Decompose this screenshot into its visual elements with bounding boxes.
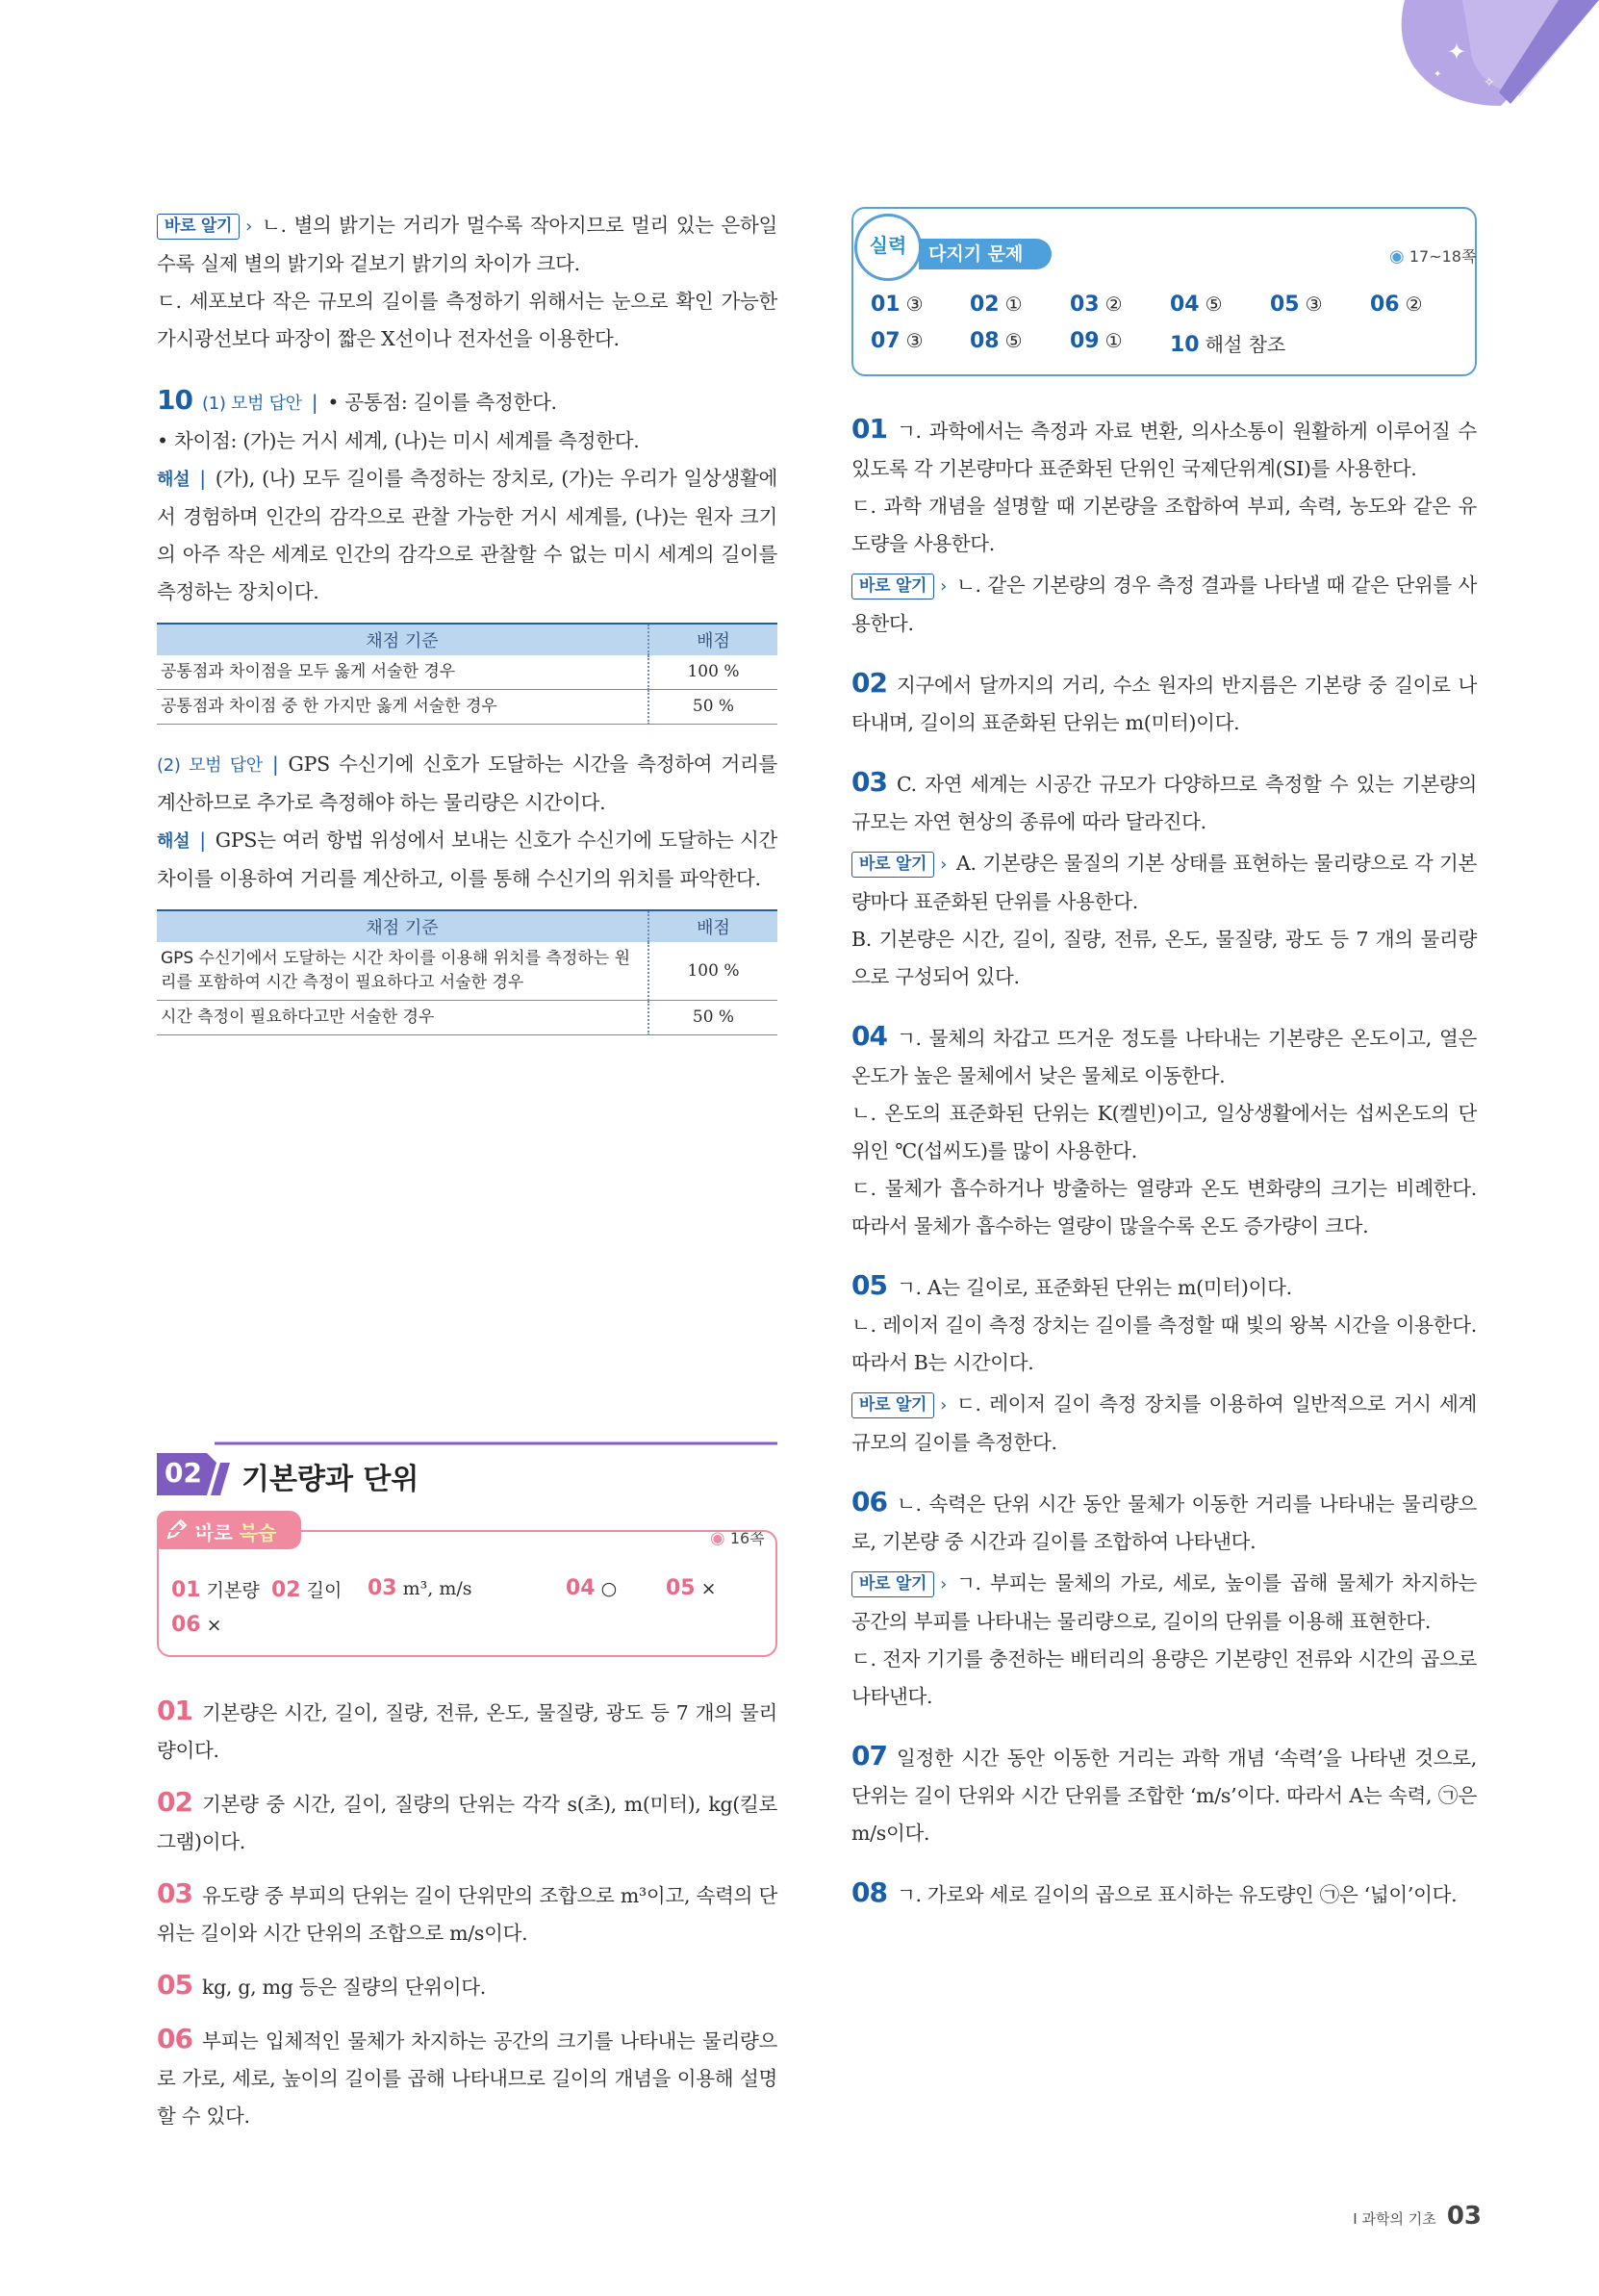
answer-item: 07 ③ <box>871 329 924 353</box>
question-number: 10 <box>157 384 192 416</box>
label: (2) 모범 답안 <box>157 755 263 776</box>
answer-item: 09 ① <box>1070 329 1123 353</box>
question-07: 07 일정한 시간 동안 이동한 거리는 과학 개념 ‘속력’을 나타낸 것으로, 단위는 길이 단위와 시간 단위를 조합한 ‘m/s’이다. 따라서 A는 속력, ㉠은 m/s이다. <box>851 1740 1477 1845</box>
circle-icon: ◉ <box>710 1528 725 1548</box>
right-explanations <box>851 410 1477 1935</box>
chevron-right-icon: › <box>940 1395 948 1416</box>
table-cell: 공통점과 차이점을 모두 옳게 서술한 경우 <box>157 655 648 690</box>
chapter-label: Ⅰ 과학의 기초 <box>1353 2210 1436 2228</box>
question-08: 08 ㄱ. 가로와 세로 길이의 곱으로 표시하는 유도량인 ㉠은 ‘넓이’이다. <box>851 1876 1458 1908</box>
table-cell: 시간 측정이 필요하다고만 서술한 경우 <box>157 1001 648 1035</box>
section-title: 기본량과 단위 <box>241 1463 419 1496</box>
table-cell: 100 % <box>648 655 777 690</box>
section-badge: 02 <box>165 1457 202 1489</box>
text: ㄷ. 세포보다 작은 규모의 길이를 측정하기 위해서는 눈으로 확인 가능한 가시광선보다 파장이 짧은 X선이나 전자선을 이용한다. <box>157 290 777 350</box>
answer-item: 02 ① <box>970 293 1023 317</box>
review-item: 05 × <box>666 1576 717 1600</box>
svg-text:✦: ✦ <box>1447 38 1467 65</box>
svg-text:✧: ✧ <box>1484 75 1495 90</box>
chevron-right-icon: › <box>940 855 948 875</box>
review-item: 06 × <box>171 1613 222 1637</box>
answer-item: 10 해설 참조 <box>1170 333 1286 357</box>
explanation-item: 03 유도량 중 부피의 단위는 길이 단위만의 조합으로 m³이고, 속력의 단위는 길이와 시간 단위의 조합으로 m/s이다. <box>157 1877 777 1945</box>
review-title-a: 바로 <box>195 1521 233 1544</box>
table-cell: 50 % <box>648 1001 777 1035</box>
review-item: 03 m³, m/s <box>368 1576 472 1600</box>
text: GPS는 여러 항법 위성에서 보내는 신호가 수신기에 도달하는 시간 차이를 이용하여 거리를 계산하고, 이를 통해 수신기의 위치를 파악한다. <box>157 829 777 890</box>
question-04: 04 ㄱ. 물체의 차갑고 뜨거운 정도를 나타내는 기본량은 온도이고, 열은 온도가 높은 물체에서 낮은 물체로 이동한다. ㄴ. 온도의 표준화된 단위는 K(켈빈)이고, 일상생활에서는 섭씨온도의 단위인 ℃(섭씨도)를 많이 사용한다. ㄷ. 물체가 흡수하거나 방출하는 열량과 온도 변화량의 크기는 비례한다. 따라서 물체가 흡수하는 열량이 많을수록 온도 증가량이 크다. <box>851 1020 1477 1237</box>
question-10: 10 (1) 모범 답안 | • 공통점: 길이를 측정한다. • 차이점: (가)는 거시 세계, (나)는 미시 세계를 측정한다. 해설 | (가), (나) 모두 길이를 측정하는 장치로, (가)는 우리가 일상생활에서 경험하며 인간의 감각으로 관찰 가능한 거시 세계를, (나)는 원자 크기의 아주 작은 세계로 인간의 감각으로 관찰할 수 없는 미시 세계의 길이를 측정하는 장치이다. 채점 기준 배점 공통점과 차이점을 모두 옳게 서술한 경우 100 % 공통점과 차이점 중 한 가지만 옳게 서술한 경우 50 % (2) 모범 답안 | GPS 수신기에 신호가 도달하는 시간을 측정하여 거리를 계산하므로 추가로 측정해야 하는 물리량은 시간이다. 해설 | GPS는 여러 항법 위성에서 보내는 신호가 수신기에 도달하는 시간 차이를 이용하여 거리를 계산하고, 이를 통해 수신기의 위치를 파악한다. 채점 기준 배점 GPS 수신기에서 도달하는 시간 차이를 이용해 위치를 측정하는 원리를 포함하여 시간 측정이 필요하다고 서술한 경우 100 % 시간 측정이 필요하다고만 서술한 경우 50 % <box>157 381 777 1035</box>
answer-item: 05 ③ <box>1270 293 1323 317</box>
label: (1) 모범 답안 <box>201 394 302 414</box>
section-header <box>157 1441 777 1499</box>
review-item: 02 길이 <box>271 1578 343 1602</box>
table-header: 채점 기준 <box>157 910 648 942</box>
table-row <box>157 690 777 725</box>
question-02: 02 지구에서 달까지의 거리, 수소 원자의 반지름은 기본량 중 길이로 나타내며, 길이의 표준화된 단위는 m(미터)이다. <box>851 667 1477 734</box>
table-cell: 공통점과 차이점 중 한 가지만 옳게 서술한 경우 <box>157 690 648 725</box>
chevron-right-icon: › <box>940 1574 948 1594</box>
answer-item: 01 ③ <box>871 293 924 317</box>
table-header: 배점 <box>648 624 777 655</box>
practice-box <box>851 207 1477 376</box>
table-cell: 50 % <box>648 690 777 725</box>
scoring-table-1 <box>157 623 777 725</box>
text: • 차이점: (가)는 거시 세계, (나)는 미시 세계를 측정한다. <box>157 429 640 452</box>
check-tag: 바로 알기 <box>851 1392 934 1418</box>
answer-item: 03 ② <box>1070 293 1123 317</box>
corner-decoration <box>1385 0 1599 106</box>
text: • 공통점: 길이를 측정한다. <box>327 391 557 414</box>
answer-item: 06 ② <box>1370 293 1423 317</box>
page-ref-text: 17~18쪽 <box>1409 247 1477 266</box>
explanation-item: 06 부피는 입체적인 물체가 차지하는 공간의 크기를 나타내는 물리량으로 가로, 세로, 높이의 길이를 곱해 나타내므로 길이의 개념을 이용해 설명할 수 있다. <box>157 2023 777 2128</box>
svg-text:✦: ✦ <box>1434 69 1442 80</box>
text: (가), (나) 모두 길이를 측정하는 장치로, (가)는 우리가 일상생활에서 경험하며 인간의 감각으로 관찰 가능한 거시 세계를, (나)는 원자 크기의 아주 작은 세계로 인간의 감각으로 관찰할 수 없는 미시 세계의 길이를 측정하는 장치이다. <box>157 467 777 603</box>
table-row <box>157 655 777 690</box>
explanation-item: 02 기본량 중 시간, 길이, 질량의 단위는 각각 s(초), m(미터), kg(킬로그램)이다. <box>157 1786 777 1853</box>
question-03: 03 C. 자연 세계는 시공간 규모가 다양하므로 측정할 수 있는 기본량의 규모는 자연 현상의 종류에 따라 달라진다. 바로 알기 › A. 기본량은 물질의 기본 상태를 표현하는 물리량으로 각 기본량마다 표준화된 단위를 사용한다. B. 기본량은 시간, 길이, 질량, 전류, 온도, 물질량, 광도 등 7 개의 물리량으로 구성되어 있다. <box>851 766 1477 988</box>
check-tag: 바로 알기 <box>851 574 934 600</box>
table-row <box>157 1001 777 1035</box>
table-cell: 100 % <box>648 942 777 1001</box>
page-number: 03 <box>1446 2202 1482 2231</box>
review-item: 04 ○ <box>566 1576 618 1600</box>
text: GPS 수신기에 신호가 도달하는 시간을 측정하여 거리를 계산하므로 추가로 측정해야 하는 물리량은 시간이다. <box>157 753 777 814</box>
circle-icon: ◉ <box>1389 246 1405 267</box>
answer-item: 04 ⑤ <box>1170 293 1223 317</box>
question-05: 05 ㄱ. A는 길이로, 표준화된 단위는 m(미터)이다. ㄴ. 레이저 길이 측정 장치는 길이를 측정할 때 빛의 왕복 시간을 이용한다. 따라서 B는 시간이다. 바로 알기 › ㄷ. 레이저 길이 측정 장치를 이용하여 일반적으로 거시 세계 규모의 길이를 측정한다. <box>851 1269 1477 1454</box>
check-tag: 바로 알기 <box>851 1571 934 1597</box>
left-column <box>157 207 777 1057</box>
chevron-right-icon: › <box>940 576 948 597</box>
practice-title: 다지기 문제 <box>919 239 1052 269</box>
question-06: 06 ㄴ. 속력은 단위 시간 동안 물체가 이동한 거리를 나타내는 물리량으로, 기본량 중 시간과 길이를 조합하여 나타낸다. 바로 알기 › ㄱ. 부피는 물체의 가로, 세로, 높이를 곱해 물체가 차지하는 공간의 부피를 나타내는 물리량으로, 길이의 단위를 이용해 표현한다. ㄷ. 전자 기기를 충전하는 배터리의 용량은 기본량인 전류와 시간의 곱으로 나타낸다. <box>851 1486 1477 1708</box>
answer-item: 08 ⑤ <box>970 329 1023 353</box>
label: 해설 <box>157 831 190 852</box>
page-ref-text: 16쪽 <box>729 1529 765 1547</box>
table-row <box>157 942 777 1001</box>
practice-badge: 실력 <box>854 214 922 281</box>
table-header: 채점 기준 <box>157 624 648 655</box>
practice-page-ref <box>1389 244 1476 267</box>
explanation-item: 05 kg, g, mg 등은 질량의 단위이다. <box>157 1969 486 2001</box>
review-item: 01 기본량 <box>171 1578 260 1602</box>
review-title-b: 복습 <box>239 1521 277 1544</box>
text: ㄴ. 별의 밝기는 거리가 멀수록 작아지므로 멀리 있는 은하일수록 실제 별의 밝기와 겉보기 밝기의 차이가 크다. <box>157 214 777 275</box>
review-explanations <box>157 1692 777 2149</box>
explanation-item: 01 기본량은 시간, 길이, 질량, 전류, 온도, 물질량, 광도 등 7 개의 물리량이다. <box>157 1695 777 1762</box>
check-tag: 바로 알기 <box>851 852 934 878</box>
answer-b1 <box>157 207 777 358</box>
check-tag: 바로 알기 <box>157 214 240 240</box>
question-01: 01 ㄱ. 과학에서는 측정과 자료 변환, 의사소통이 원활하게 이루어질 수 있도록 각 기본량마다 표준화된 단위인 국제단위계(SI)를 사용한다. ㄷ. 과학 개념을 설명할 때 기본량을 조합하여 부피, 속력, 농도와 같은 유도량을 사용한다. 바로 알기 › ㄴ. 같은 기본량의 경우 측정 결과를 나타낼 때 같은 단위를 사용한다. <box>851 413 1477 635</box>
table-cell: GPS 수신기에서 도달하는 시간 차이를 이용해 위치를 측정하는 원리를 포함하여 시간 측정이 필요하다고 서술한 경우 <box>157 942 648 1001</box>
scoring-table-2 <box>157 909 777 1035</box>
table-header: 배점 <box>648 910 777 942</box>
footer <box>1328 2202 1482 2231</box>
chevron-right-icon: › <box>245 217 253 237</box>
label: 해설 <box>157 470 190 490</box>
